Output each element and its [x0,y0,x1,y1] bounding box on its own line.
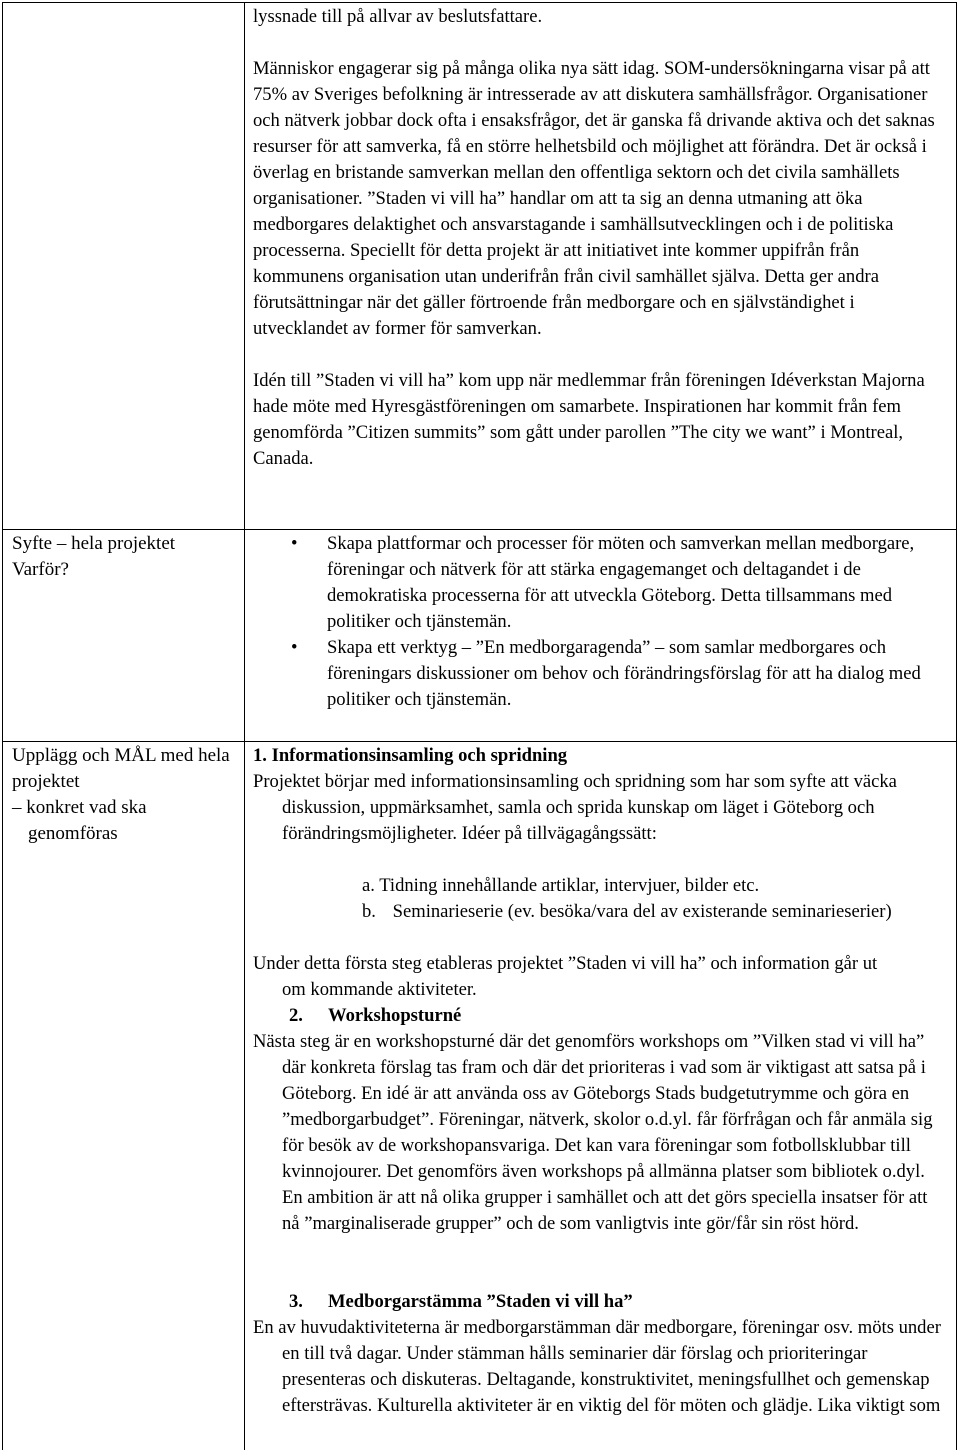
paragraph-text: Under detta första steg etableras projektet ”Staden vi vill ha” och information går ut om kommande aktiviteter. [253,953,878,1000]
upplagg-label [12,743,237,847]
sub-text: Tidning innehållande artiklar, intervjuer, bilder etc. [379,875,760,896]
top-paragraph: Människor engagerar sig på många olika nya sätt idag. SOM-undersökningarna visar på att 75% av Sveriges befolkning är intresserade av att diskutera samhällsfrågor. Organisationer och nätverk jobbar dock ofta i ensaksfrågor, det är ganska få drivande aktiva och det saknas resurser för att samverka, få en större helhetsbild och möjlighet att förändra. Det är också i överlag en bristande samverkan mellan den offentliga sektorn och det civila samhällets organisationer. ”Staden vi vill ha” handlar om att ta sig an denna utmaning att öka medborgares delaktighet och ansvarstagande i samhällsutvecklingen och i de politiska processerna. Speciellt för detta projekt är att initiativet inte kommer uppifrån från kommunens organisation utan underifrån från civil samhället själva. Detta ger andra förutsättningar när det gäller förtroende från medborgare och en självständighet i utvecklandet av former för samverkan. [253,58,935,339]
table-border-top [2,2,957,3]
row-divider [2,741,957,742]
upplagg-label-line: – konkret vad ska genomföras [12,797,147,844]
table-border-middle [244,2,245,1450]
heading-text: Workshopsturné [328,1005,462,1026]
table-border-right [956,2,957,1450]
section-heading-2 [289,1003,461,1029]
upplagg-label-line: Upplägg och MÅL med hela projektet [12,745,230,792]
bullet-icon: • [291,533,298,554]
sub-marker: a. [362,875,375,896]
paragraph [253,1315,945,1419]
list-item-text: Skapa plattformar och processer för möten och samverkan mellan medborgare, föreningar och nätverk för att stärka engagemanget och deltagandet i de demokratiska processerna för att utveckla Göteborg. Detta tillsammans med politiker och tjänstemän. [327,533,915,632]
heading-text: Medborgarstämma ”Staden vi vill ha” [328,1291,633,1312]
row-divider [2,529,957,530]
syfte-bullets [253,531,953,713]
paragraph [253,1029,945,1237]
top-paragraph: Idén till ”Staden vi vill ha” kom upp när medlemmar från föreningen Idéverkstan Majorna hade möte med Hyresgästföreningen om samarbete. Inspirationen har kommit från fem genomförda ”Citizen summits” som gått under parollen ”The city we want” i Montreal, Canada. [253,370,925,469]
top-line: lyssnade till på allvar av beslutsfattare. [253,6,543,27]
paragraph-text: En av huvudaktiviteterna är medborgarstämman där medborgare, föreningar osv. möts under en till två dagar. Under stämman hålls seminarier där förslag och prioriteringar presenteras och diskuteras. Deltagande, konstruktivitet, meningsfullhet och gemenskap eftersträvas. Kulturella aktiviteter är en viktig del för möten och glädje. Lika viktigt som [253,1317,941,1416]
bullet-icon: • [291,637,298,658]
sub-item-b [362,899,900,925]
paragraph-text: Projektet börjar med informationsinsamling och spridning som har som syfte att väcka diskussion, uppmärksamhet, samla och sprida kunskap om läget i Göteborg och förändringsmöjligheter. Idéer på tillvägagångssätt: [253,771,897,844]
list-item [253,635,953,713]
paragraph-text: Nästa steg är en workshopsturné där det genomförs workshops om ”Vilken stad vi vill ha” där konkreta förslag tas fram och där det prioriteras i vad som är viktigast att satsa på i Göteborg. En idé är att använda oss av Göteborgs Stads budgetutrymme och göra en ”medborgarbudget”. Föreningar, nätverk, skolor o.d.yl. får förfrågan och får anmäla sig för besök av de workshopansvariga. Det kan vara föreningar som fotbollsklubbar till kvinnojourer. Det genomförs även workshops på allmänna platser som bibliotek o.dyl. En ambition är att nå olika grupper i samhället och att det görs speciella insatser för att nå ”marginaliserade grupper” och de som vanligtvis inte gör/får sin röst hörd. [253,1031,933,1234]
heading-number: 3. [289,1291,303,1312]
top-text [253,4,948,472]
heading-number: 2. [289,1005,303,1026]
paragraph [253,951,893,1003]
sub-text: Seminarieserie (ev. besöka/vara del av existerande seminarieserier) [392,901,892,922]
list-item [253,531,953,635]
sub-marker: b. [362,901,376,922]
sub-item-a [362,873,922,899]
section-heading-3 [289,1289,633,1315]
section-heading-1: 1. Informationsinsamling och spridning [253,745,568,766]
list-item-text: Skapa ett verktyg – ”En medborgaragenda” – som samlar medborgares och föreningars diskussioner om behov och förändringsförslag för att ha dialog med politiker och tjänstemän. [327,637,921,710]
syfte-label: Syfte – hela projektet Varför? [12,533,176,580]
table-border-left [2,2,3,1450]
paragraph [253,769,933,847]
